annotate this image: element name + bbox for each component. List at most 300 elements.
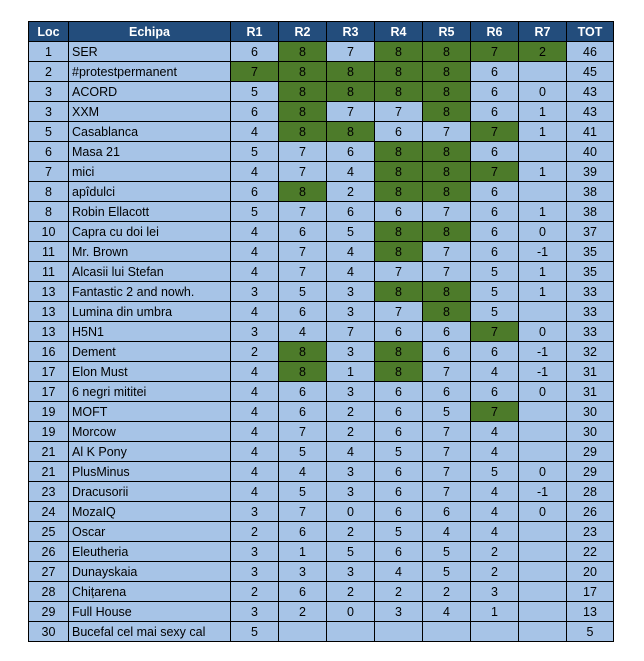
round-7-score-cell: 0 — [519, 462, 567, 482]
round-2-score-cell: 4 — [279, 322, 327, 342]
round-4-score-cell: 4 — [375, 562, 423, 582]
round-1-score-cell: 3 — [231, 542, 279, 562]
round-3-score-cell: 8 — [327, 122, 375, 142]
round-2-score-cell: 5 — [279, 482, 327, 502]
round-7-score-cell — [519, 602, 567, 622]
total-cell: 28 — [567, 482, 614, 502]
team-name-cell: Masa 21 — [69, 142, 231, 162]
round-7-score-cell — [519, 402, 567, 422]
round-5-score-cell: 5 — [423, 562, 471, 582]
table-row — [29, 502, 614, 522]
team-name-cell: Oscar — [69, 522, 231, 542]
rank-cell: 2 — [29, 62, 69, 82]
round-2-score-cell: 8 — [279, 122, 327, 142]
round-6-score-cell: 7 — [471, 162, 519, 182]
round-2-score-cell: 6 — [279, 382, 327, 402]
team-name-cell: Chițarena — [69, 582, 231, 602]
table-row — [29, 362, 614, 382]
rank-cell: 27 — [29, 562, 69, 582]
round-5-score-cell: 8 — [423, 102, 471, 122]
round-7-score-cell — [519, 442, 567, 462]
round-2-score-cell: 2 — [279, 602, 327, 622]
round-6-score-cell: 3 — [471, 582, 519, 602]
team-name-cell: Alcasii lui Stefan — [69, 262, 231, 282]
round-2-score-cell: 7 — [279, 142, 327, 162]
round-3-score-cell: 0 — [327, 602, 375, 622]
total-cell: 43 — [567, 102, 614, 122]
round-6-score-cell: 2 — [471, 562, 519, 582]
round-1-score-cell: 3 — [231, 502, 279, 522]
total-cell: 26 — [567, 502, 614, 522]
header-r1: R1 — [231, 22, 279, 42]
round-7-score-cell — [519, 562, 567, 582]
round-5-score-cell — [423, 622, 471, 642]
rank-cell: 5 — [29, 122, 69, 142]
round-7-score-cell: 1 — [519, 202, 567, 222]
round-4-score-cell: 6 — [375, 462, 423, 482]
team-name-cell: Lumina din umbra — [69, 302, 231, 322]
round-1-score-cell: 4 — [231, 362, 279, 382]
round-2-score-cell: 3 — [279, 562, 327, 582]
round-7-score-cell — [519, 522, 567, 542]
round-2-score-cell — [279, 622, 327, 642]
total-cell: 38 — [567, 202, 614, 222]
round-3-score-cell: 4 — [327, 242, 375, 262]
round-3-score-cell: 5 — [327, 222, 375, 242]
round-5-score-cell: 2 — [423, 582, 471, 602]
round-1-score-cell: 4 — [231, 262, 279, 282]
rank-cell: 28 — [29, 582, 69, 602]
table-row — [29, 282, 614, 302]
team-name-cell: Full House — [69, 602, 231, 622]
header-r3: R3 — [327, 22, 375, 42]
round-7-score-cell — [519, 62, 567, 82]
rank-cell: 3 — [29, 82, 69, 102]
round-1-score-cell: 4 — [231, 242, 279, 262]
team-name-cell: Robin Ellacott — [69, 202, 231, 222]
table-row — [29, 562, 614, 582]
team-name-cell: Dement — [69, 342, 231, 362]
round-1-score-cell: 4 — [231, 422, 279, 442]
round-7-score-cell — [519, 542, 567, 562]
team-name-cell: Bucefal cel mai sexy cal — [69, 622, 231, 642]
round-2-score-cell: 7 — [279, 422, 327, 442]
round-6-score-cell: 7 — [471, 42, 519, 62]
rank-cell: 13 — [29, 282, 69, 302]
round-1-score-cell: 5 — [231, 202, 279, 222]
table-row — [29, 262, 614, 282]
table-row — [29, 222, 614, 242]
round-6-score-cell — [471, 622, 519, 642]
header-r7: R7 — [519, 22, 567, 42]
round-5-score-cell: 7 — [423, 242, 471, 262]
team-name-cell: Al K Pony — [69, 442, 231, 462]
total-cell: 35 — [567, 242, 614, 262]
round-2-score-cell: 6 — [279, 222, 327, 242]
total-cell: 31 — [567, 362, 614, 382]
round-5-score-cell: 7 — [423, 362, 471, 382]
round-6-score-cell: 4 — [471, 362, 519, 382]
total-cell: 30 — [567, 422, 614, 442]
team-name-cell: mici — [69, 162, 231, 182]
total-cell: 46 — [567, 42, 614, 62]
round-6-score-cell: 6 — [471, 82, 519, 102]
team-name-cell: MozaIQ — [69, 502, 231, 522]
round-6-score-cell: 5 — [471, 462, 519, 482]
round-2-score-cell: 8 — [279, 102, 327, 122]
round-6-score-cell: 4 — [471, 442, 519, 462]
header-team: Echipa — [69, 22, 231, 42]
header-r4: R4 — [375, 22, 423, 42]
round-2-score-cell: 4 — [279, 462, 327, 482]
total-cell: 38 — [567, 182, 614, 202]
total-cell: 40 — [567, 142, 614, 162]
team-name-cell: 6 negri mititei — [69, 382, 231, 402]
round-5-score-cell: 8 — [423, 162, 471, 182]
round-2-score-cell: 7 — [279, 502, 327, 522]
round-3-score-cell: 3 — [327, 382, 375, 402]
team-name-cell: apîdulci — [69, 182, 231, 202]
total-cell: 43 — [567, 82, 614, 102]
table-row — [29, 342, 614, 362]
rank-cell: 17 — [29, 362, 69, 382]
round-6-score-cell: 5 — [471, 262, 519, 282]
round-6-score-cell: 7 — [471, 122, 519, 142]
round-4-score-cell: 8 — [375, 182, 423, 202]
table-row — [29, 182, 614, 202]
round-6-score-cell: 6 — [471, 242, 519, 262]
round-3-score-cell: 2 — [327, 182, 375, 202]
round-7-score-cell — [519, 422, 567, 442]
rank-cell: 19 — [29, 402, 69, 422]
round-2-score-cell: 8 — [279, 62, 327, 82]
table-row — [29, 542, 614, 562]
table-row — [29, 382, 614, 402]
round-7-score-cell — [519, 182, 567, 202]
round-1-score-cell: 4 — [231, 442, 279, 462]
header-row — [29, 22, 614, 42]
round-1-score-cell: 4 — [231, 302, 279, 322]
round-3-score-cell — [327, 622, 375, 642]
round-1-score-cell: 4 — [231, 462, 279, 482]
total-cell: 31 — [567, 382, 614, 402]
round-1-score-cell: 2 — [231, 522, 279, 542]
round-1-score-cell: 4 — [231, 382, 279, 402]
round-3-score-cell: 4 — [327, 262, 375, 282]
table-body — [29, 42, 614, 642]
round-6-score-cell: 4 — [471, 502, 519, 522]
round-1-score-cell: 6 — [231, 42, 279, 62]
round-3-score-cell: 2 — [327, 402, 375, 422]
round-3-score-cell: 4 — [327, 162, 375, 182]
round-5-score-cell: 5 — [423, 542, 471, 562]
round-2-score-cell: 7 — [279, 262, 327, 282]
table-row — [29, 422, 614, 442]
table-row — [29, 82, 614, 102]
round-5-score-cell: 7 — [423, 462, 471, 482]
rank-cell: 19 — [29, 422, 69, 442]
round-5-score-cell: 7 — [423, 422, 471, 442]
round-7-score-cell: -1 — [519, 362, 567, 382]
round-5-score-cell: 7 — [423, 482, 471, 502]
total-cell: 5 — [567, 622, 614, 642]
rank-cell: 7 — [29, 162, 69, 182]
rank-cell: 10 — [29, 222, 69, 242]
table-row — [29, 62, 614, 82]
round-3-score-cell: 6 — [327, 202, 375, 222]
round-3-score-cell: 3 — [327, 342, 375, 362]
total-cell: 23 — [567, 522, 614, 542]
team-name-cell: Capra cu doi lei — [69, 222, 231, 242]
rank-cell: 25 — [29, 522, 69, 542]
round-1-score-cell: 6 — [231, 182, 279, 202]
round-4-score-cell: 6 — [375, 382, 423, 402]
round-6-score-cell: 6 — [471, 222, 519, 242]
team-name-cell: Morcow — [69, 422, 231, 442]
header-r5: R5 — [423, 22, 471, 42]
round-6-score-cell: 6 — [471, 182, 519, 202]
round-4-score-cell: 7 — [375, 302, 423, 322]
team-name-cell: Mr. Brown — [69, 242, 231, 262]
round-1-score-cell: 4 — [231, 402, 279, 422]
rank-cell: 30 — [29, 622, 69, 642]
round-4-score-cell: 6 — [375, 482, 423, 502]
team-name-cell: H5N1 — [69, 322, 231, 342]
team-name-cell: Fantastic 2 and nowh. — [69, 282, 231, 302]
round-7-score-cell: 1 — [519, 282, 567, 302]
total-cell: 39 — [567, 162, 614, 182]
round-2-score-cell: 5 — [279, 442, 327, 462]
header-r2: R2 — [279, 22, 327, 42]
round-7-score-cell: -1 — [519, 482, 567, 502]
round-1-score-cell: 6 — [231, 102, 279, 122]
table-row — [29, 322, 614, 342]
round-2-score-cell: 8 — [279, 362, 327, 382]
round-4-score-cell: 8 — [375, 62, 423, 82]
round-3-score-cell: 7 — [327, 42, 375, 62]
team-name-cell: XXM — [69, 102, 231, 122]
team-name-cell: Dunayskaia — [69, 562, 231, 582]
round-7-score-cell: 1 — [519, 122, 567, 142]
header-loc: Loc — [29, 22, 69, 42]
round-6-score-cell: 5 — [471, 282, 519, 302]
round-1-score-cell: 4 — [231, 222, 279, 242]
round-3-score-cell: 5 — [327, 542, 375, 562]
round-3-score-cell: 3 — [327, 302, 375, 322]
round-6-score-cell: 1 — [471, 602, 519, 622]
round-2-score-cell: 8 — [279, 82, 327, 102]
table-row — [29, 602, 614, 622]
round-7-score-cell — [519, 622, 567, 642]
header-r6: R6 — [471, 22, 519, 42]
rank-cell: 21 — [29, 462, 69, 482]
round-1-score-cell: 5 — [231, 82, 279, 102]
team-name-cell: PlusMinus — [69, 462, 231, 482]
round-2-score-cell: 5 — [279, 282, 327, 302]
round-7-score-cell: 0 — [519, 82, 567, 102]
rank-cell: 13 — [29, 322, 69, 342]
round-4-score-cell: 3 — [375, 602, 423, 622]
round-5-score-cell: 5 — [423, 402, 471, 422]
team-name-cell: ACORD — [69, 82, 231, 102]
round-4-score-cell: 6 — [375, 402, 423, 422]
table-row — [29, 462, 614, 482]
team-name-cell: Dracusorii — [69, 482, 231, 502]
round-5-score-cell: 6 — [423, 502, 471, 522]
round-2-score-cell: 6 — [279, 402, 327, 422]
rank-cell: 24 — [29, 502, 69, 522]
round-6-score-cell: 5 — [471, 302, 519, 322]
table-row — [29, 102, 614, 122]
total-cell: 35 — [567, 262, 614, 282]
round-1-score-cell: 2 — [231, 582, 279, 602]
table-row — [29, 622, 614, 642]
total-cell: 33 — [567, 322, 614, 342]
team-name-cell: Casablanca — [69, 122, 231, 142]
round-3-score-cell: 8 — [327, 62, 375, 82]
total-cell: 41 — [567, 122, 614, 142]
round-3-score-cell: 7 — [327, 322, 375, 342]
round-5-score-cell: 8 — [423, 42, 471, 62]
round-3-score-cell: 3 — [327, 282, 375, 302]
round-3-score-cell: 7 — [327, 102, 375, 122]
round-7-score-cell: 0 — [519, 222, 567, 242]
round-4-score-cell: 8 — [375, 242, 423, 262]
rank-cell: 11 — [29, 262, 69, 282]
rank-cell: 17 — [29, 382, 69, 402]
rank-cell: 6 — [29, 142, 69, 162]
round-3-score-cell: 0 — [327, 502, 375, 522]
round-4-score-cell: 5 — [375, 522, 423, 542]
round-4-score-cell: 6 — [375, 202, 423, 222]
round-7-score-cell: 1 — [519, 162, 567, 182]
round-6-score-cell: 6 — [471, 382, 519, 402]
round-7-score-cell: -1 — [519, 342, 567, 362]
round-6-score-cell: 4 — [471, 422, 519, 442]
total-cell: 29 — [567, 462, 614, 482]
round-5-score-cell: 8 — [423, 302, 471, 322]
table-row — [29, 522, 614, 542]
round-3-score-cell: 2 — [327, 582, 375, 602]
round-5-score-cell: 6 — [423, 382, 471, 402]
rank-cell: 11 — [29, 242, 69, 262]
round-6-score-cell: 7 — [471, 322, 519, 342]
round-6-score-cell: 4 — [471, 522, 519, 542]
total-cell: 33 — [567, 302, 614, 322]
round-4-score-cell: 8 — [375, 222, 423, 242]
table-row — [29, 442, 614, 462]
round-4-score-cell: 8 — [375, 82, 423, 102]
round-5-score-cell: 8 — [423, 222, 471, 242]
table-row — [29, 402, 614, 422]
round-6-score-cell: 4 — [471, 482, 519, 502]
team-name-cell: Eleutheria — [69, 542, 231, 562]
round-6-score-cell: 7 — [471, 402, 519, 422]
round-7-score-cell: 0 — [519, 502, 567, 522]
round-3-score-cell: 6 — [327, 142, 375, 162]
round-2-score-cell: 7 — [279, 162, 327, 182]
rank-cell: 13 — [29, 302, 69, 322]
round-5-score-cell: 4 — [423, 602, 471, 622]
round-4-score-cell: 6 — [375, 542, 423, 562]
total-cell: 32 — [567, 342, 614, 362]
round-2-score-cell: 6 — [279, 522, 327, 542]
team-name-cell: MOFT — [69, 402, 231, 422]
round-1-score-cell: 3 — [231, 562, 279, 582]
round-4-score-cell: 2 — [375, 582, 423, 602]
table-row — [29, 202, 614, 222]
team-name-cell: Elon Must — [69, 362, 231, 382]
round-7-score-cell: 1 — [519, 262, 567, 282]
total-cell: 37 — [567, 222, 614, 242]
round-7-score-cell — [519, 582, 567, 602]
round-3-score-cell: 4 — [327, 442, 375, 462]
table-row — [29, 42, 614, 62]
round-4-score-cell: 8 — [375, 42, 423, 62]
standings-table — [28, 21, 614, 642]
round-1-score-cell: 7 — [231, 62, 279, 82]
round-5-score-cell: 4 — [423, 522, 471, 542]
round-2-score-cell: 8 — [279, 42, 327, 62]
rank-cell: 29 — [29, 602, 69, 622]
round-6-score-cell: 6 — [471, 62, 519, 82]
round-2-score-cell: 1 — [279, 542, 327, 562]
total-cell: 22 — [567, 542, 614, 562]
round-4-score-cell: 5 — [375, 442, 423, 462]
round-3-score-cell: 3 — [327, 462, 375, 482]
round-3-score-cell: 2 — [327, 522, 375, 542]
round-7-score-cell: 0 — [519, 322, 567, 342]
round-5-score-cell: 8 — [423, 282, 471, 302]
round-7-score-cell — [519, 302, 567, 322]
round-1-score-cell: 3 — [231, 322, 279, 342]
round-4-score-cell: 7 — [375, 262, 423, 282]
team-name-cell: SER — [69, 42, 231, 62]
round-5-score-cell: 8 — [423, 182, 471, 202]
round-3-score-cell: 8 — [327, 82, 375, 102]
round-4-score-cell: 6 — [375, 122, 423, 142]
round-2-score-cell: 7 — [279, 242, 327, 262]
table-row — [29, 242, 614, 262]
round-6-score-cell: 2 — [471, 542, 519, 562]
total-cell: 13 — [567, 602, 614, 622]
round-1-score-cell: 5 — [231, 142, 279, 162]
team-name-cell: #protestpermanent — [69, 62, 231, 82]
table-row — [29, 162, 614, 182]
table-row — [29, 122, 614, 142]
table-row — [29, 302, 614, 322]
round-4-score-cell: 7 — [375, 102, 423, 122]
round-7-score-cell: -1 — [519, 242, 567, 262]
total-cell: 17 — [567, 582, 614, 602]
round-3-score-cell: 1 — [327, 362, 375, 382]
round-6-score-cell: 6 — [471, 202, 519, 222]
round-5-score-cell: 7 — [423, 122, 471, 142]
round-6-score-cell: 6 — [471, 102, 519, 122]
rank-cell: 1 — [29, 42, 69, 62]
round-5-score-cell: 7 — [423, 262, 471, 282]
total-cell: 45 — [567, 62, 614, 82]
round-2-score-cell: 6 — [279, 302, 327, 322]
round-3-score-cell: 3 — [327, 562, 375, 582]
rank-cell: 16 — [29, 342, 69, 362]
round-2-score-cell: 8 — [279, 342, 327, 362]
round-5-score-cell: 6 — [423, 342, 471, 362]
round-5-score-cell: 8 — [423, 82, 471, 102]
total-cell: 20 — [567, 562, 614, 582]
round-1-score-cell: 3 — [231, 282, 279, 302]
round-5-score-cell: 6 — [423, 322, 471, 342]
